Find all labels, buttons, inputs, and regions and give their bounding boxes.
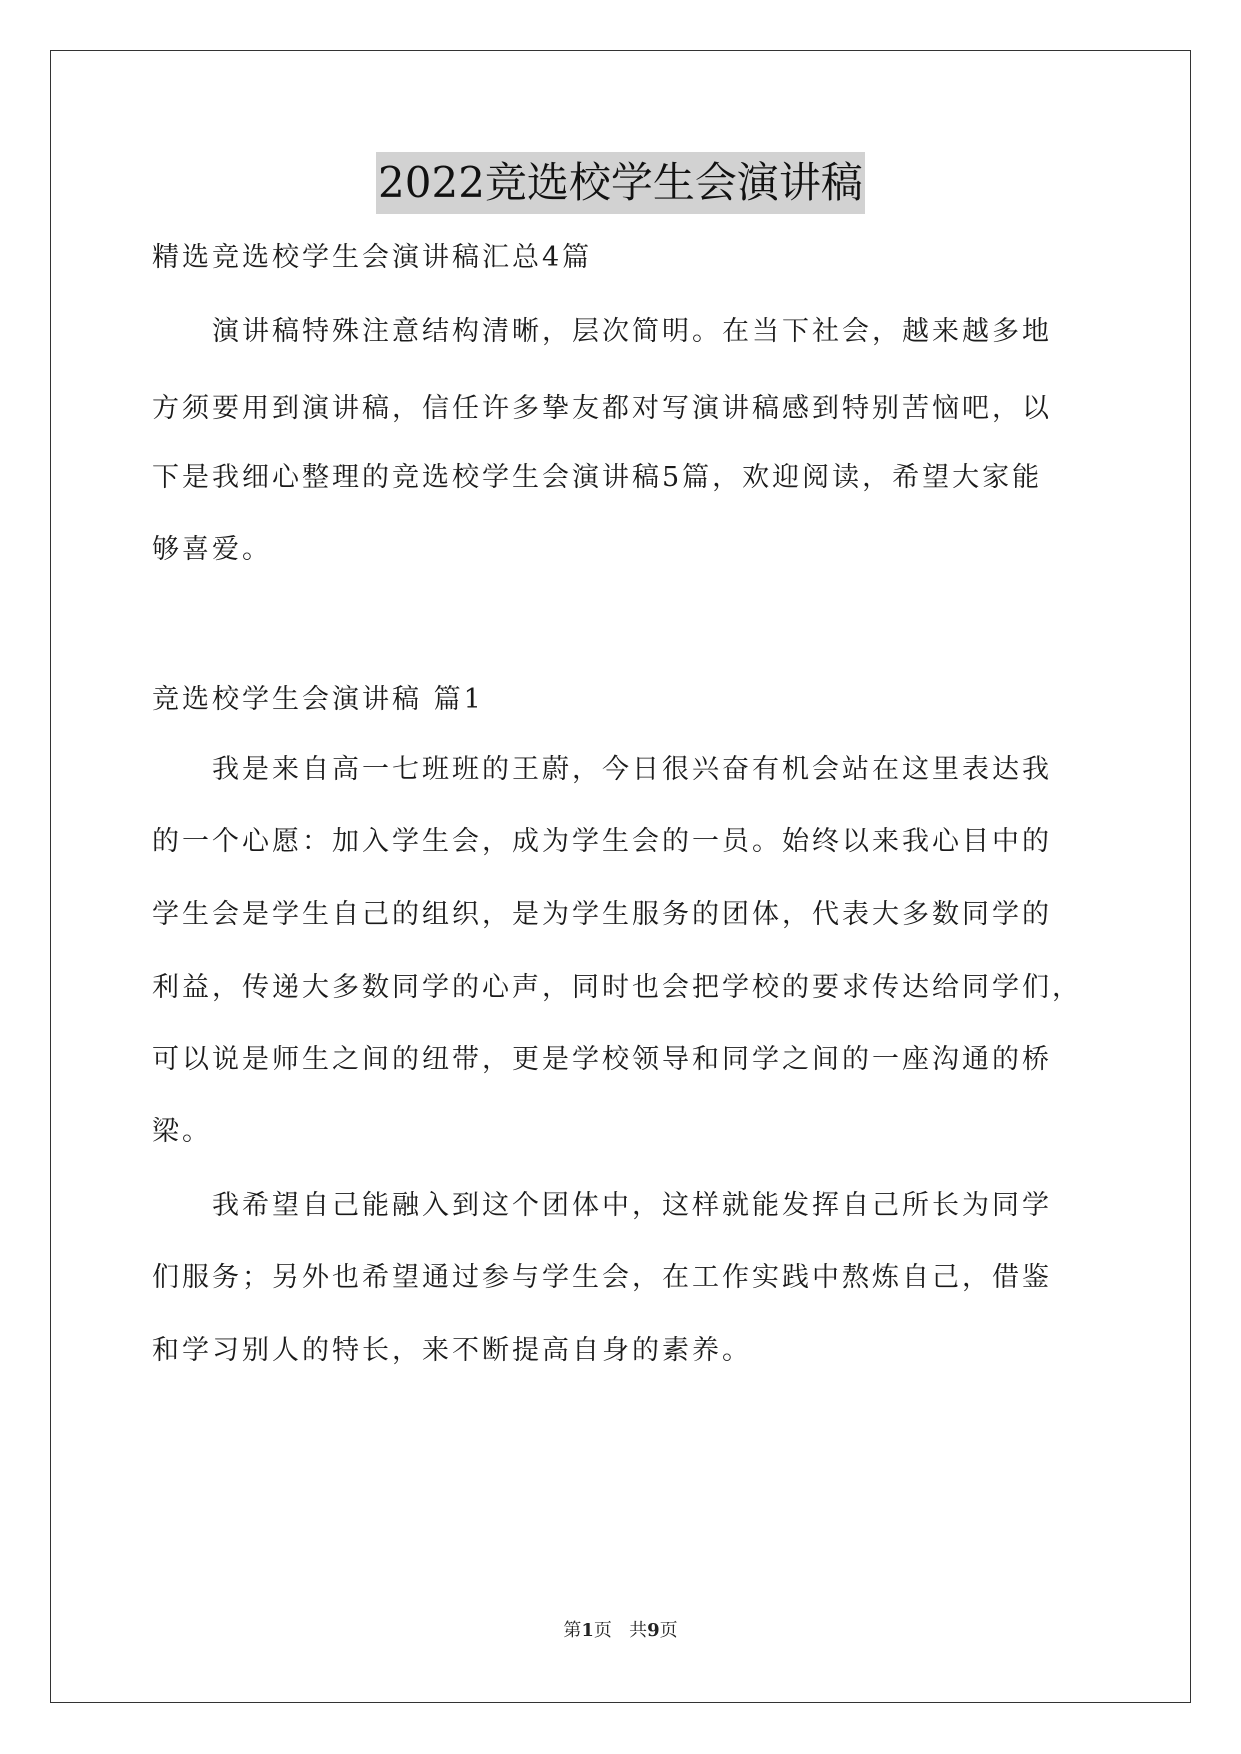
paragraph-line: 学生会是学生自己的组织，是为学生服务的团体，代表大多数同学的 xyxy=(152,899,1052,930)
intro-line: 演讲稿特殊注意结构清晰，层次简明。在当下社会，越来越多地 xyxy=(212,316,1052,347)
paragraph-line: 我是来自高一七班班的王蔚，今日很兴奋有机会站在这里表达我 xyxy=(212,754,1052,785)
paragraph-line: 们服务；另外也希望通过参与学生会，在工作实践中熬炼自己，借鉴 xyxy=(152,1262,1052,1293)
document-subtitle: 精选竞选校学生会演讲稿汇总4篇 xyxy=(152,242,593,273)
intro-line: 方须要用到演讲稿，信任许多挚友都对写演讲稿感到特别苦恼吧，以 xyxy=(152,393,1052,424)
document-title: 2022竞选校学生会演讲稿 xyxy=(376,152,865,214)
paragraph-line: 我希望自己能融入到这个团体中，这样就能发挥自己所长为同学 xyxy=(212,1190,1052,1221)
total-prefix: 共 xyxy=(629,1620,648,1641)
page-border xyxy=(50,50,1191,1703)
intro-line: 够喜爱。 xyxy=(152,534,272,565)
paragraph-line: 利益，传递大多数同学的心声，同时也会把学校的要求传达给同学们， xyxy=(152,972,1082,1003)
title-container xyxy=(0,152,1241,214)
page-total: 9 xyxy=(647,1620,660,1641)
paragraph-line: 梁。 xyxy=(152,1116,212,1147)
page-prefix: 第 xyxy=(563,1620,582,1641)
page-footer xyxy=(0,1616,1241,1642)
section-heading: 竞选校学生会演讲稿 篇1 xyxy=(152,684,484,715)
page-suffix: 页 xyxy=(593,1620,612,1641)
page-current: 1 xyxy=(581,1620,594,1641)
paragraph-line: 可以说是师生之间的纽带，更是学校领导和同学之间的一座沟通的桥 xyxy=(152,1044,1052,1075)
intro-line: 下是我细心整理的竞选校学生会演讲稿5篇，欢迎阅读，希望大家能 xyxy=(152,462,1043,493)
paragraph-line: 的一个心愿：加入学生会，成为学生会的一员。始终以来我心目中的 xyxy=(152,826,1052,857)
total-suffix: 页 xyxy=(659,1620,678,1641)
paragraph-line: 和学习别人的特长，来不断提高自身的素养。 xyxy=(152,1335,752,1366)
